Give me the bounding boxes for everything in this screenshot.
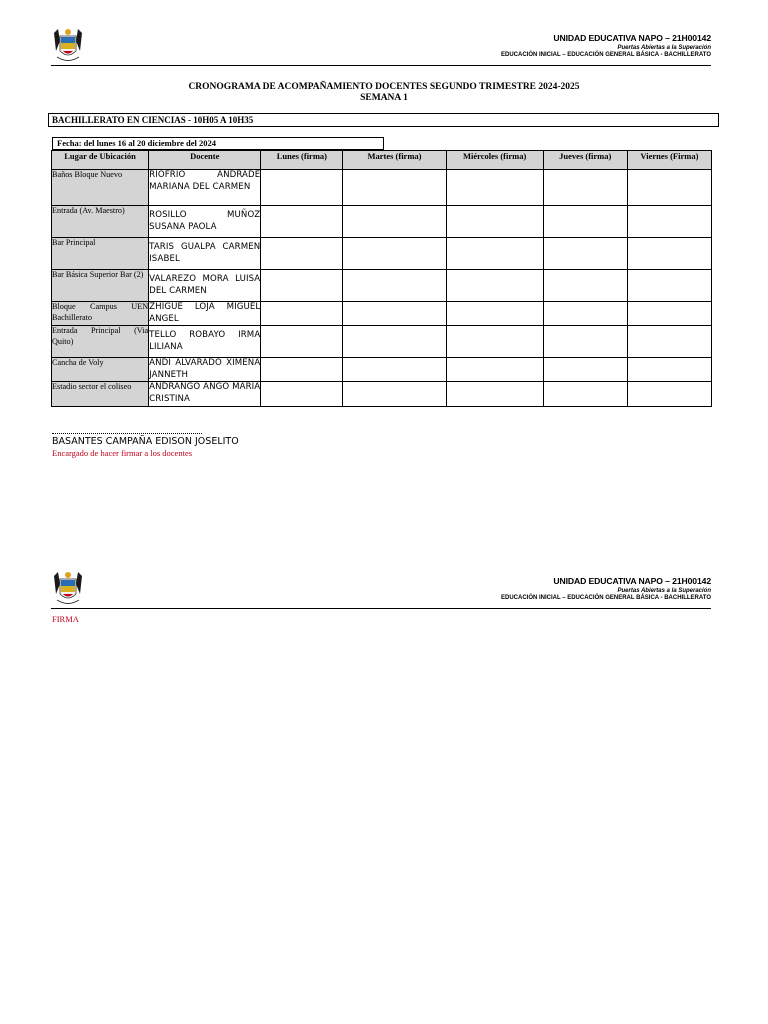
signature-cell-friday[interactable] — [627, 206, 711, 238]
signature-cell-wednesday[interactable] — [446, 238, 543, 270]
institution-block — [501, 33, 711, 58]
signature-cell-thursday[interactable] — [543, 206, 627, 238]
signature-cell-tuesday[interactable] — [343, 326, 446, 358]
document-title — [0, 82, 768, 104]
column-header: Miércoles (firma) — [446, 151, 543, 170]
schedule-table — [51, 150, 712, 407]
signature-cell-wednesday[interactable] — [446, 326, 543, 358]
signature-cell-tuesday[interactable] — [343, 206, 446, 238]
section-label: BACHILLERATO EN CIENCIAS - 10H05 A 10H35 — [48, 113, 719, 127]
institution-block — [501, 576, 711, 601]
signature-cell-friday[interactable] — [627, 170, 711, 206]
signer-name: BASANTES CAMPAÑA EDISON JOSELITO — [52, 436, 239, 447]
location-cell: Entrada Principal (Via Quito) — [52, 326, 149, 358]
institution-levels: EDUCACIÓN INICIAL – EDUCACIÓN GENERAL BÁSICA - BACHILLERATO — [500, 52, 711, 58]
institution-motto: Puertas Abiertas a la Superación — [617, 588, 711, 594]
table-header-row — [52, 151, 712, 170]
signature-cell-friday[interactable] — [627, 382, 711, 406]
table-row — [52, 270, 712, 302]
table-row — [52, 206, 712, 238]
firma-label: FIRMA — [52, 614, 79, 624]
signature-cell-tuesday[interactable] — [343, 270, 446, 302]
signature-cell-thursday[interactable] — [543, 238, 627, 270]
signature-cell-thursday[interactable] — [543, 358, 627, 382]
location-cell: Bar Principal — [52, 238, 149, 270]
signature-cell-thursday[interactable] — [543, 302, 627, 326]
location-cell: Entrada (Av. Maestro) — [52, 206, 149, 238]
date-label: Fecha: del lunes 16 al 20 diciembre del 2024 — [52, 137, 384, 150]
signature-cell-monday[interactable] — [261, 302, 343, 326]
signature-cell-tuesday[interactable] — [343, 358, 446, 382]
week-text: SEMANA 1 — [360, 93, 408, 103]
table-row — [52, 326, 712, 358]
signature-line — [52, 433, 202, 434]
signature-cell-tuesday[interactable] — [343, 382, 446, 406]
institution-name: UNIDAD EDUCATIVA NAPO – 21H00142 — [553, 576, 711, 586]
column-header: Jueves (firma) — [543, 151, 627, 170]
table-row — [52, 170, 712, 206]
page-header — [51, 27, 711, 66]
institution-motto: Puertas Abiertas a la Superación — [617, 45, 711, 51]
signature-cell-thursday[interactable] — [543, 382, 627, 406]
table-row — [52, 358, 712, 382]
teacher-cell: RIOFRIO ANDRADE MARIANA DEL CARMEN — [149, 170, 261, 206]
teacher-cell: ROSILLO MUÑOZ SUSANA PAOLA — [149, 206, 261, 238]
signature-cell-wednesday[interactable] — [446, 206, 543, 238]
signature-cell-friday[interactable] — [627, 358, 711, 382]
table-row — [52, 238, 712, 270]
signature-cell-friday[interactable] — [627, 238, 711, 270]
signature-cell-monday[interactable] — [261, 206, 343, 238]
column-header: Viernes (Firma) — [627, 151, 711, 170]
signature-cell-wednesday[interactable] — [446, 302, 543, 326]
table-row — [52, 382, 712, 406]
signature-cell-friday[interactable] — [627, 326, 711, 358]
column-header: Lugar de Ubicación — [52, 151, 149, 170]
teacher-cell: VALAREZO MORA LUISA DEL CARMEN — [149, 270, 261, 302]
signature-cell-friday[interactable] — [627, 270, 711, 302]
signature-cell-monday[interactable] — [261, 270, 343, 302]
signature-cell-thursday[interactable] — [543, 270, 627, 302]
institution-name: UNIDAD EDUCATIVA NAPO – 21H00142 — [553, 33, 711, 43]
school-crest-icon — [51, 570, 85, 608]
signature-cell-thursday[interactable] — [543, 170, 627, 206]
signature-cell-monday[interactable] — [261, 238, 343, 270]
table-row — [52, 302, 712, 326]
location-cell: Bar Básica Superior Bar (2) — [52, 270, 149, 302]
signature-cell-tuesday[interactable] — [343, 302, 446, 326]
signature-cell-wednesday[interactable] — [446, 170, 543, 206]
signature-cell-friday[interactable] — [627, 302, 711, 326]
location-cell: Baños Bloque Nuevo — [52, 170, 149, 206]
column-header: Lunes (firma) — [261, 151, 343, 170]
signature-cell-wednesday[interactable] — [446, 382, 543, 406]
signature-cell-monday[interactable] — [261, 170, 343, 206]
institution-levels: EDUCACIÓN INICIAL – EDUCACIÓN GENERAL BÁSICA - BACHILLERATO — [500, 595, 711, 601]
column-header: Martes (firma) — [343, 151, 446, 170]
page-header-repeat — [51, 570, 711, 609]
signature-cell-thursday[interactable] — [543, 326, 627, 358]
teacher-cell: TELLO ROBAYO IRMA LILIANA — [149, 326, 261, 358]
location-cell: Cancha de Voly — [52, 358, 149, 382]
signature-cell-tuesday[interactable] — [343, 170, 446, 206]
signature-cell-monday[interactable] — [261, 326, 343, 358]
location-cell: Bloque Campus UEN Bachillerato — [52, 302, 149, 326]
location-cell: Estadio sector el coliseo — [52, 382, 149, 406]
signature-cell-wednesday[interactable] — [446, 358, 543, 382]
signer-role: Encargado de hacer firmar a los docentes — [52, 448, 193, 458]
signature-cell-wednesday[interactable] — [446, 270, 543, 302]
signature-cell-tuesday[interactable] — [343, 238, 446, 270]
teacher-cell: ANDI ALVARADO XIMENA JANNETH — [149, 358, 261, 382]
teacher-cell: ZHIGUE LOJA MIGUEL ANGEL — [149, 302, 261, 326]
school-crest-icon — [51, 27, 85, 65]
teacher-cell: ANDRANGO ANGO MARIA CRISTINA — [149, 382, 261, 406]
title-text: CRONOGRAMA DE ACOMPAÑAMIENTO DOCENTES SEGUNDO TRIMESTRE 2024-2025 — [188, 82, 580, 92]
signature-cell-monday[interactable] — [261, 358, 343, 382]
column-header: Docente — [149, 151, 261, 170]
teacher-cell: TARIS GUALPA CARMEN ISABEL — [149, 238, 261, 270]
signature-cell-monday[interactable] — [261, 382, 343, 406]
